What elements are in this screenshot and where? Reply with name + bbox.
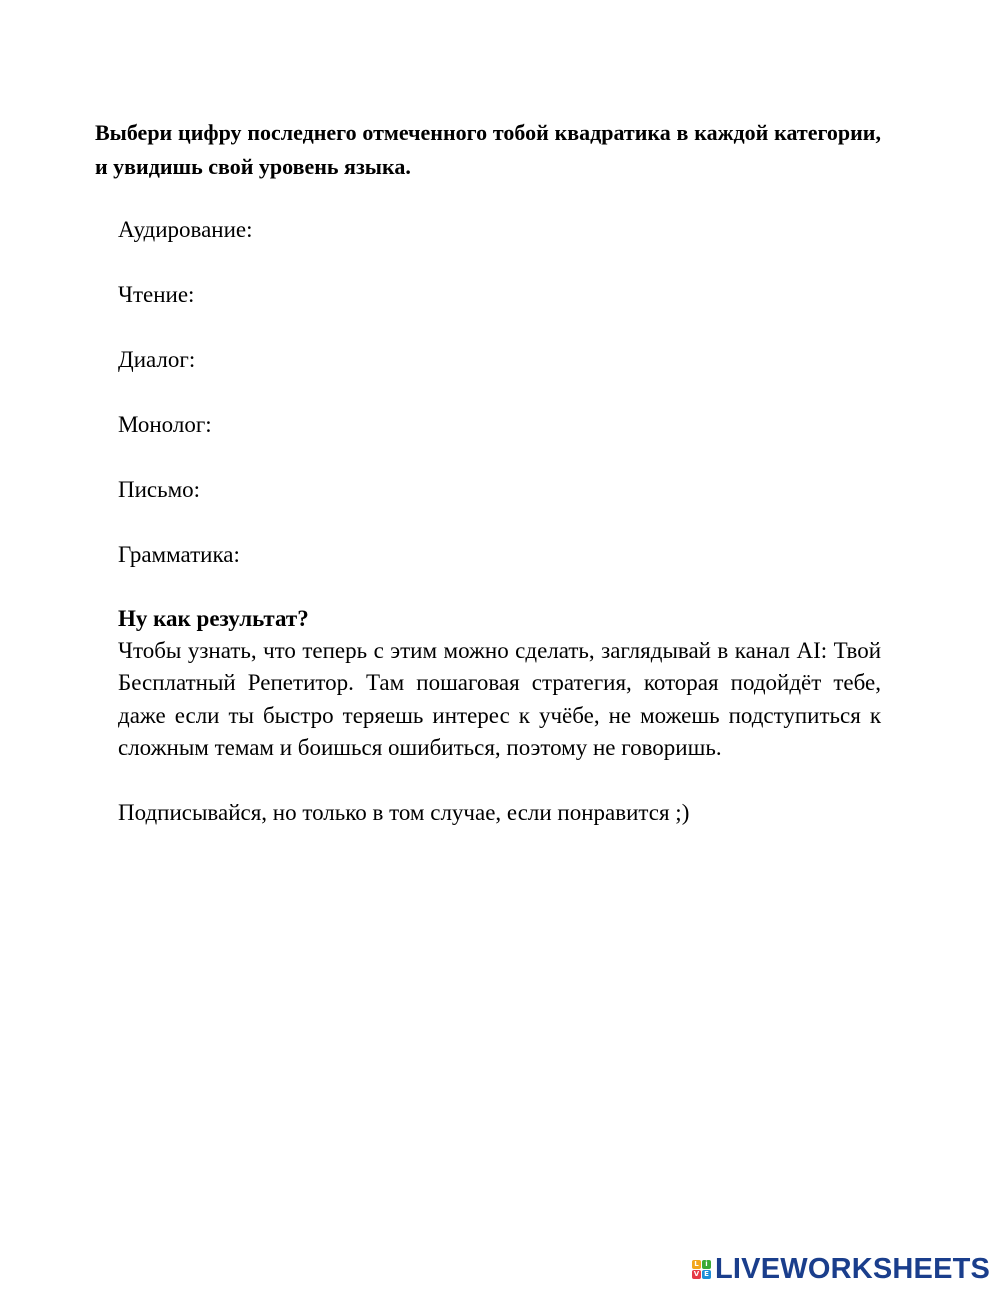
category-reading-label: Чтение:	[118, 282, 195, 307]
result-body-text: Чтобы узнать, что теперь с этим можно сделать, заглядывай в канал AI: Твой Бесплатный Репетитор. Там пошаговая стратегия, которая подойдёт тебе, даже если ты быстро теряешь интерес к учёбе, не можешь подступиться к сложным темам и боишься ошибиться, поэтому не говоришь.	[118, 638, 881, 761]
liveworksheets-logo[interactable]	[692, 1254, 990, 1284]
result-heading: Ну как результат?	[118, 606, 309, 631]
logo-mark-tile: L	[692, 1260, 701, 1269]
category-grammar-label: Грамматика:	[118, 542, 240, 567]
instructions-text: Выбери цифру последнего отмеченного тобой квадратика в каждой категории, и увидишь свой уровень языка.	[95, 120, 881, 179]
category-monologue-label: Монолог:	[118, 412, 212, 437]
logo-mark-tile: i	[702, 1260, 711, 1269]
category-writing-label: Письмо:	[118, 477, 201, 502]
logo-mark-tile: V	[693, 1269, 700, 1278]
category-dialogue-label: Диалог:	[118, 347, 196, 372]
liveworksheets-logo-icon	[692, 1260, 711, 1279]
subscribe-text: Подписывайся, но только в том случае, если понравится ;)	[118, 800, 690, 825]
logo-mark-tile: E	[702, 1270, 711, 1279]
liveworksheets-logo-text: LIVEWORKSHEETS	[715, 1253, 991, 1285]
category-listening-label: Аудирование:	[118, 217, 253, 242]
